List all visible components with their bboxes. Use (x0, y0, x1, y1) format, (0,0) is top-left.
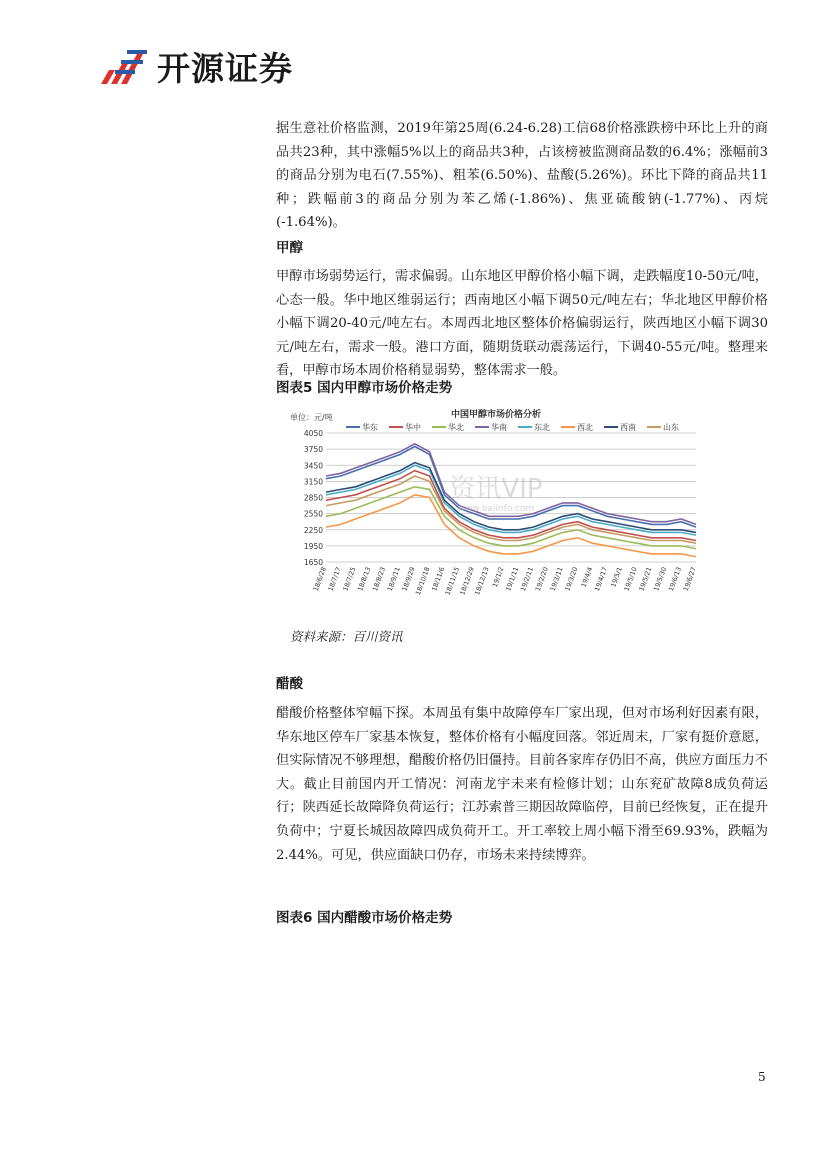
x-tick-label: 19/3/11 (548, 565, 565, 593)
y-tick-label: 1950 (303, 541, 323, 551)
x-tick-label: 19/5/1 (609, 565, 624, 589)
x-tick-label: 19/5/21 (637, 565, 654, 593)
chart-title: 中国甲醇市场价格分析 (450, 410, 542, 420)
y-tick-label: 3150 (303, 477, 323, 487)
x-tick-label: 18/7/17 (326, 565, 343, 593)
intro-paragraph: 据生意社价格监测，2019年第25周(6.24-6.28)工信68价格涨跌榜中环比上升的商品共23种，其中涨幅5%以上的商品共3种，占该榜被监测商品数的6.4%；涨幅前3的商品分别为电石(7.55%)、粗苯(6.50%)、盐酸(5.26%)。环比下降的商品共11种；跌幅前3的商品分别为苯乙烯(-1.86%)、焦亚硫酸钠(-1.77%)、丙烷(-1.64%)。 (276, 121, 768, 231)
legend-label: 华南 (491, 423, 507, 432)
x-tick-label: 18/11/6 (430, 565, 447, 593)
x-tick-label: 18/10/18 (413, 565, 432, 597)
x-tick-label: 19/4/17 (592, 565, 610, 593)
methanol-price-chart (286, 407, 702, 607)
y-tick-label: 2250 (303, 525, 323, 535)
legend-label: 西南 (620, 423, 636, 432)
x-tick-label: 19/1/2 (490, 565, 506, 589)
x-tick-label: 19/4/4 (579, 565, 595, 589)
brand-mark-icon (97, 44, 153, 88)
x-tick-label: 18/9/29 (400, 565, 417, 593)
x-tick-label: 18/12/13 (473, 565, 491, 597)
methanol-figure-title: 图表5 国内甲醇市场价格走势 (276, 380, 453, 396)
y-tick-label: 1650 (303, 558, 323, 567)
x-tick-label: 18/12/29 (458, 565, 476, 597)
chart-y-label: 单位：元/吨 (290, 413, 333, 422)
x-tick-label: 18/7/25 (341, 565, 358, 593)
chart-svg (286, 407, 702, 607)
x-tick-label: 19/3/20 (563, 565, 580, 593)
x-tick-label: 19/5/10 (622, 565, 639, 593)
x-tick-label: 18/11/15 (443, 565, 462, 597)
acetic-heading: 醋酸 (276, 676, 303, 692)
y-tick-label: 3450 (303, 461, 323, 471)
y-tick-label: 2550 (303, 509, 323, 519)
legend-label: 山东 (663, 423, 679, 432)
x-tick-label: 18/8/13 (356, 565, 373, 593)
x-tick-label: 18/6/28 (311, 565, 328, 593)
y-tick-label: 3750 (303, 445, 323, 455)
legend-label: 华中 (405, 423, 421, 432)
legend-label: 华北 (448, 423, 464, 432)
brand-logo (97, 44, 293, 88)
legend-label: 东北 (534, 423, 550, 432)
brand-name: 开源证券 (157, 48, 293, 88)
page-number: 5 (758, 1070, 766, 1084)
x-tick-label: 19/2/20 (533, 565, 550, 593)
acetic-paragraph: 醋酸价格整体窄幅下探。本周虽有集中故障停车厂家出现，但对市场利好因素有限，华东地区停车厂家基本恢复，整体价格有小幅度回落。邻近周末，厂家有挺价意愿，但实际情况不够理想，醋酸价格仍旧僵持。目前各家库存仍旧不高，供应方面压力不大。截止目前国内开工情况：河南龙宇未来有检修计划；山东兖矿故障8成负荷运行；陕西延长故障降负荷运行；江苏索普三期因故障临停，目前已经恢复，正在提升负荷中；宁夏长城因故障四成负荷开工。开工率较上周小幅下滑至69.93%，跌幅为2.44%。可见，供应面缺口仍存，市场未来持续博弈。 (276, 706, 768, 863)
y-tick-label: 2850 (303, 493, 323, 503)
x-tick-label: 18/9/11 (385, 565, 402, 593)
x-tick-label: 18/8/23 (370, 565, 388, 593)
x-tick-label: 19/5/30 (652, 565, 669, 593)
legend-label: 华东 (362, 423, 378, 432)
chart-y-ticks (304, 429, 323, 567)
x-tick-label: 19/6/13 (666, 565, 684, 593)
methanol-paragraph: 甲醇市场弱势运行，需求偏弱。山东地区甲醇价格小幅下调，走跌幅度10-50元/吨，心态一般。华中地区维弱运行；西南地区小幅下调50元/吨左右；华北地区甲醇价格小幅下调20-40元/吨左右。本周西北地区整体价格偏弱运行，陕西地区小幅下调30元/吨左右，需求一般。港口方面，随期货联动震荡运行，下调40-55元/吨。整理来看，甲醇市场本周价格稍显弱势，整体需求一般。 (276, 269, 768, 379)
acetic-figure-title: 图表6 国内醋酸市场价格走势 (276, 910, 453, 926)
x-tick-label: 19/1/11 (504, 565, 521, 593)
watermark-url: www.baiinfo.com (457, 504, 535, 514)
watermark-text: 资讯VIP (449, 474, 543, 504)
y-tick-label: 4050 (303, 429, 323, 438)
legend-label: 西北 (577, 423, 593, 432)
x-tick-label: 19/6/27 (681, 565, 698, 593)
x-tick-label: 19/2/11 (518, 565, 536, 593)
methanol-source: 资料来源：百川资讯 (290, 629, 403, 644)
methanol-heading: 甲醇 (276, 240, 303, 256)
